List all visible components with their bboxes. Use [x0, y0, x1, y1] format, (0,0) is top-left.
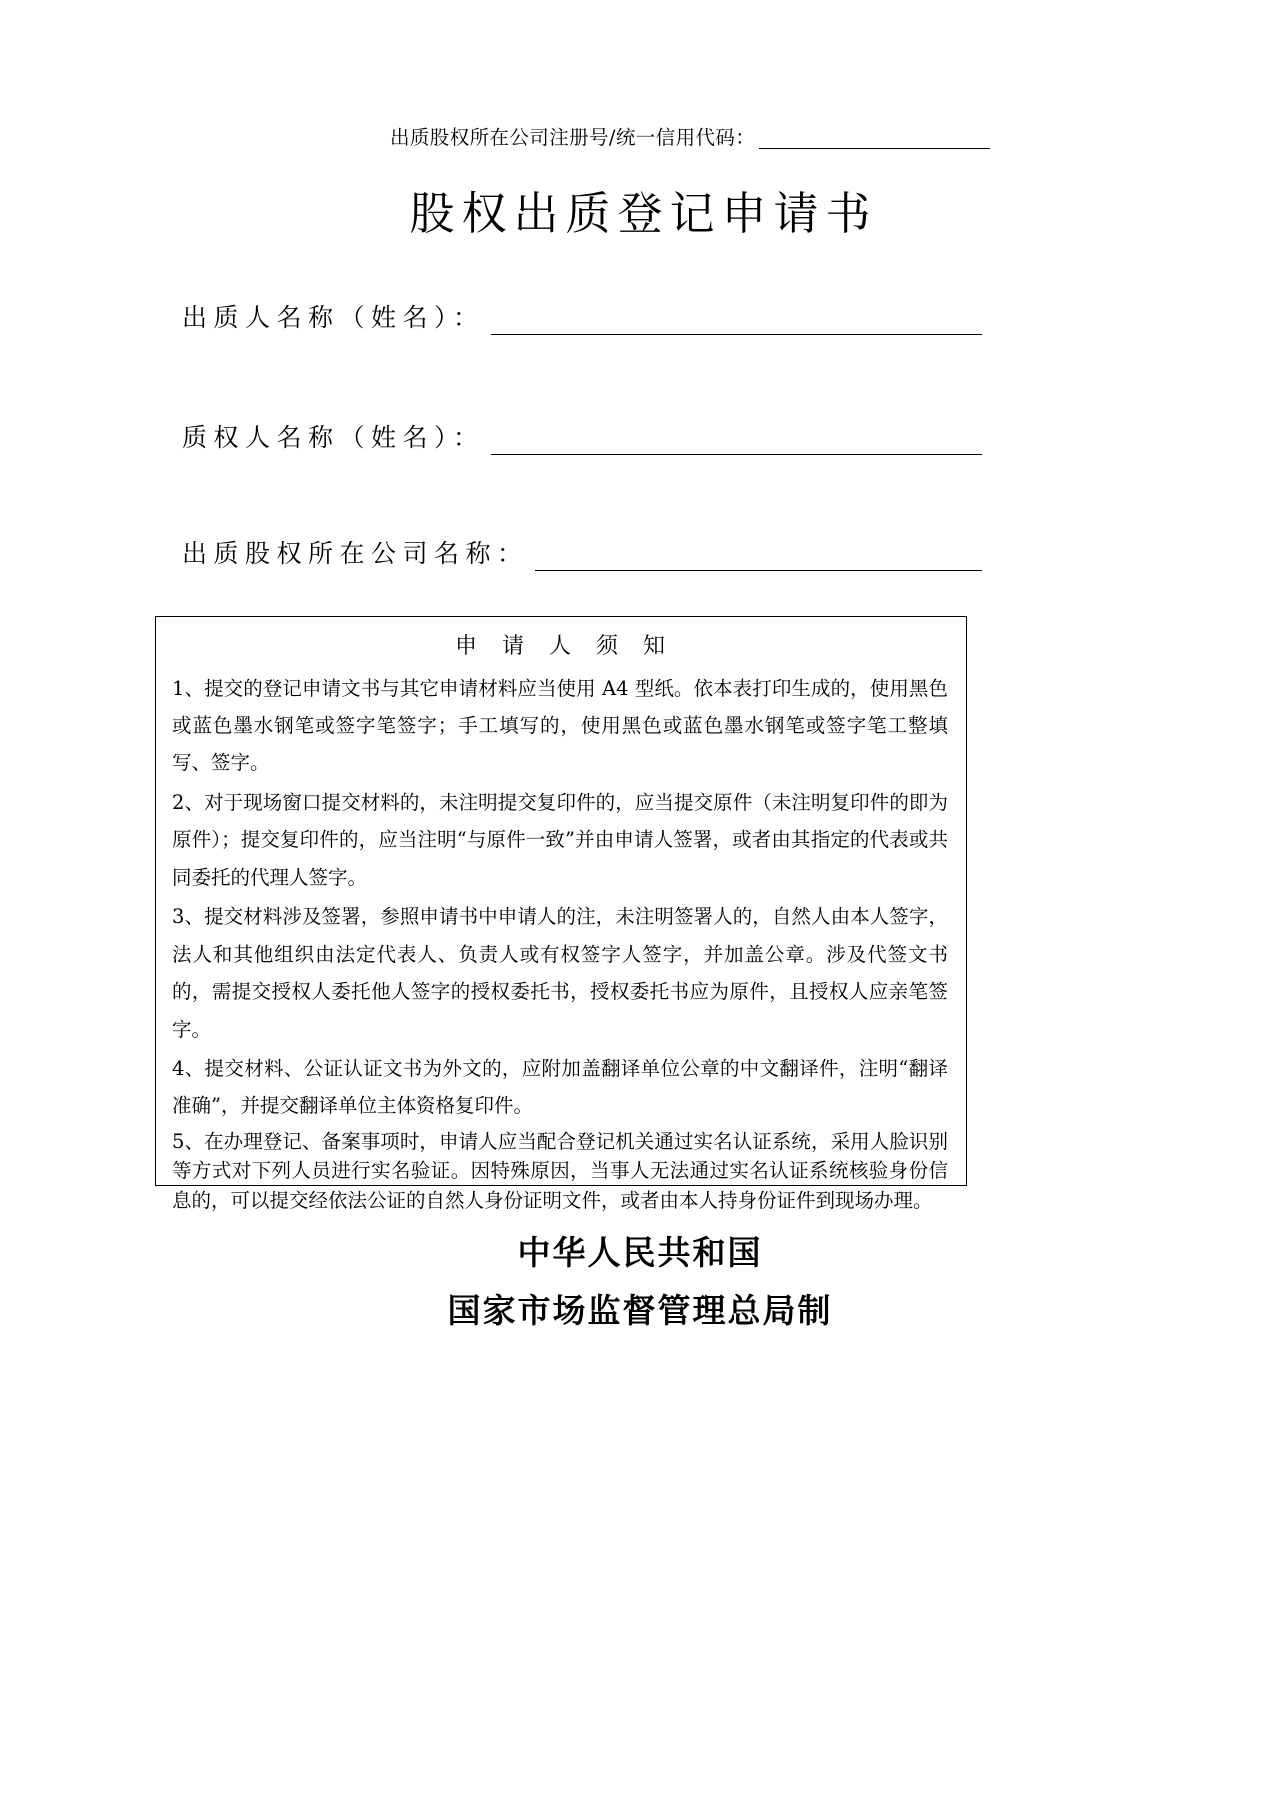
field-pledgor-name-label: 出质人名称（姓名）： — [182, 303, 485, 332]
field-pledgor-name-blank[interactable] — [491, 312, 982, 335]
field-company-name — [182, 538, 982, 571]
notice-item-3: 3、提交材料涉及签署，参照申请书中申请人的注，未注明签署人的，自然人由本人签字，法人和其他组织由法定代表人、负责人或有权签字人签字，并加盖公章。涉及代签文书的，需提交授权人委托他人签字的授权委托书，授权委托书应为原件，且授权人应亲笔签字。 — [172, 905, 948, 1041]
field-pledgee-name-label: 质权人名称（姓名）： — [182, 423, 485, 452]
applicant-notice-box — [155, 616, 967, 1213]
notice-item-2: 2、对于现场窗口提交材料的，未注明提交复印件的，应当提交原件（未注明复印件的即为原件）；提交复印件的，应当注明“与原件一致”并由申请人签署，或者由其指定的代表或共同委托的代理人签字。 — [172, 790, 948, 889]
field-pledgee-name-blank[interactable] — [491, 432, 982, 455]
registration-number-blank[interactable] — [759, 133, 990, 149]
registration-number-label: 出质股权所在公司注册号/统一信用代码： — [390, 126, 756, 149]
issuing-authority-agency: 国家市场监督管理总局制 — [447, 1291, 833, 1330]
field-pledgor-name — [182, 302, 982, 335]
notice-item-5: 5、在办理登记、备案事项时，申请人应当配合登记机关通过实名认证系统，采用人脸识别等方式对下列人员进行实名验证。因特殊原因，当事人无法通过实名认证系统核验身份信息的，可以提交经依法公证的自然人身份证明文件，或者由本人持身份证件到现场办理。 — [172, 1129, 948, 1213]
field-pledgee-name — [182, 422, 982, 455]
field-company-name-label: 出质股权所在公司名称： — [182, 539, 529, 568]
issuing-authority-country: 中华人民共和国 — [517, 1233, 763, 1272]
notice-item-1: 1、提交的登记申请文书与其它申请材料应当使用 A4 型纸。依本表打印生成的，使用黑色或蓝色墨水钢笔或签字笔签字；手工填写的，使用黑色或蓝色墨水钢笔或签字笔工整填写、签字。 — [172, 676, 948, 775]
registration-number-line — [390, 126, 990, 149]
page-title: 股权出质登记申请书 — [409, 187, 878, 240]
field-company-name-blank[interactable] — [535, 548, 982, 571]
applicant-notice-title: 申 请 人 须 知 — [455, 634, 674, 659]
notice-item-4: 4、提交材料、公证认证文书为外文的，应附加盖翻译单位公章的中文翻译件，注明“翻译准确”，并提交翻译单位主体资格复印件。 — [172, 1056, 948, 1118]
